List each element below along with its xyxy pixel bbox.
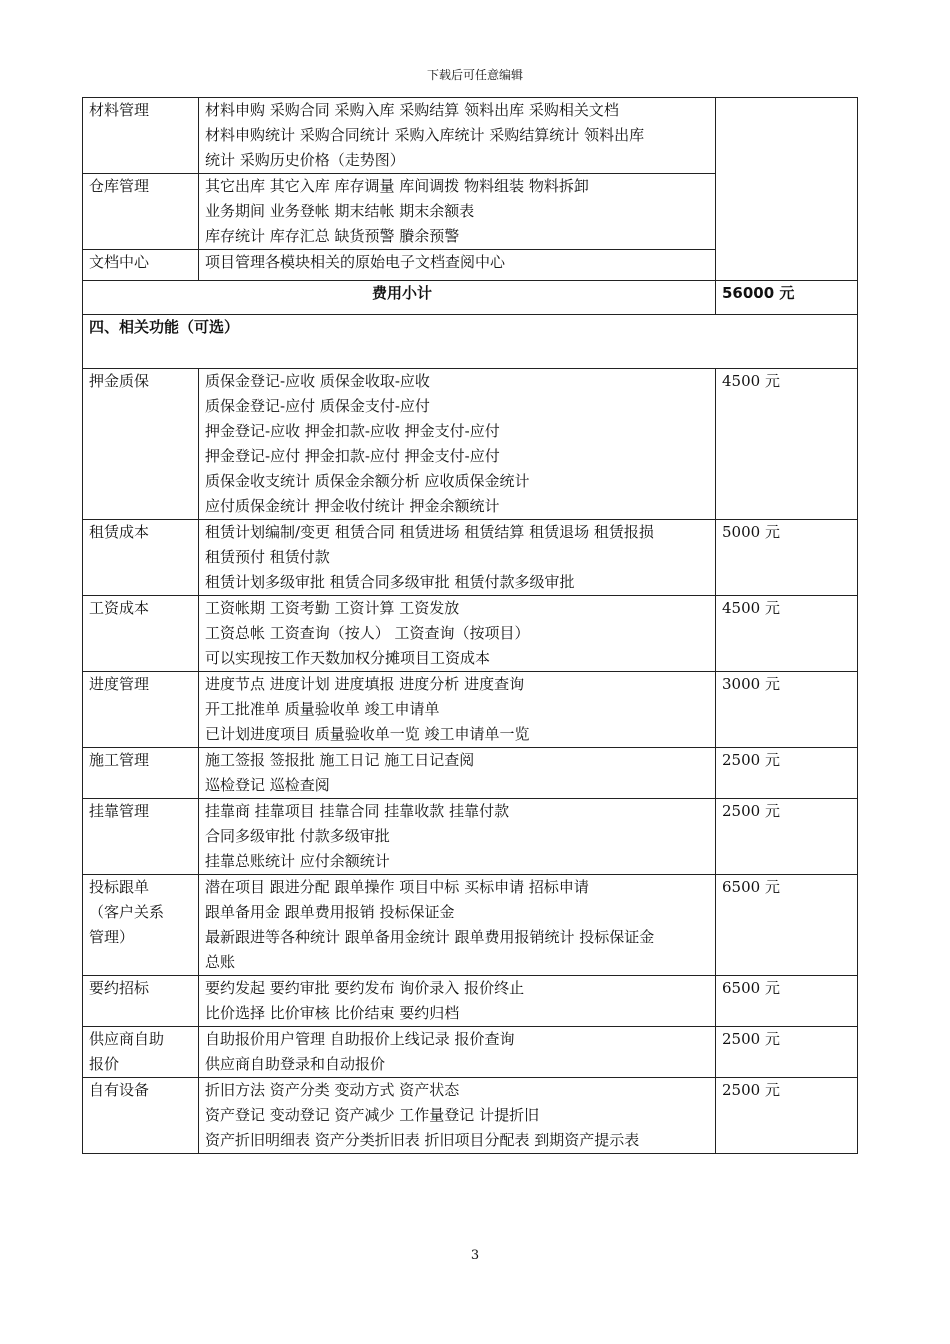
description-line: 质保金登记-应收 质保金收取-应收 (205, 372, 430, 390)
description-line: 跟单备用金 跟单费用报销 投标保证金 (205, 903, 455, 921)
description-line: 租赁计划多级审批 租赁合同多级审批 租赁付款多级审批 (205, 573, 575, 591)
module-description (199, 1078, 716, 1154)
description-line: 押金登记-应付 押金扣款-应付 押金支付-应付 (205, 447, 500, 465)
module-name: 挂靠管理 (83, 799, 199, 875)
description-line: 最新跟进等各种统计 跟单备用金统计 跟单费用报销统计 投标保证金 (205, 928, 655, 946)
description-line: 挂靠商 挂靠项目 挂靠合同 挂靠收款 挂靠付款 (205, 802, 510, 820)
description-line: 巡检登记 巡检查阅 (205, 776, 330, 794)
description-line: 施工签报 签报批 施工日记 施工日记查阅 (205, 751, 475, 769)
table-row (83, 520, 858, 596)
module-name-line: 报价 (89, 1055, 120, 1073)
description-line: 已计划进度项目 质量验收单一览 竣工申请单一览 (205, 725, 530, 743)
module-price: 2500 元 (716, 1027, 858, 1078)
module-name: 租赁成本 (83, 520, 199, 596)
module-price: 2500 元 (716, 799, 858, 875)
module-description (199, 596, 716, 672)
table-row (83, 1078, 858, 1154)
module-name: 文档中心 (83, 250, 199, 281)
module-name (83, 875, 199, 976)
description-line: 资产登记 变动登记 资产减少 工作量登记 计提折旧 (205, 1106, 540, 1124)
module-price: 2500 元 (716, 1078, 858, 1154)
module-name-line: 供应商自助 (89, 1030, 165, 1048)
module-price: 4500 元 (716, 369, 858, 520)
description-line: 统计 采购历史价格（走势图） (205, 151, 405, 169)
description-line: 租赁预付 租赁付款 (205, 548, 330, 566)
page-number: 3 (470, 1248, 480, 1263)
module-name-line: 投标跟单 (89, 878, 150, 896)
module-description (199, 875, 716, 976)
table-row (83, 875, 858, 976)
module-price: 5000 元 (716, 520, 858, 596)
section-row (83, 315, 858, 369)
description-line: 自助报价用户管理 自助报价上线记录 报价查询 (205, 1030, 515, 1048)
description-line: 应付质保金统计 押金收付统计 押金余额统计 (205, 497, 500, 515)
table-row (83, 748, 858, 799)
module-name: 押金质保 (83, 369, 199, 520)
module-name-line: （客户关系 (89, 903, 165, 921)
description-line: 材料申购 采购合同 采购入库 采购结算 领料出库 采购相关文档 (205, 101, 619, 119)
description-line: 质保金收支统计 质保金余额分析 应收质保金统计 (205, 472, 530, 490)
module-price: 4500 元 (716, 596, 858, 672)
table-body (83, 98, 858, 1154)
module-name: 自有设备 (83, 1078, 199, 1154)
module-name: 施工管理 (83, 748, 199, 799)
description-line: 业务期间 业务登帐 期末结帐 期末余额表 (205, 202, 475, 220)
module-description (199, 672, 716, 748)
subtotal-label: 费用小计 (83, 281, 716, 315)
description-line: 其它出库 其它入库 库存调量 库间调拨 物料组装 物料拆卸 (205, 177, 589, 195)
description-line: 折旧方法 资产分类 变动方式 资产状态 (205, 1081, 460, 1099)
module-name: 工资成本 (83, 596, 199, 672)
description-line: 工资总帐 工资查询（按人） 工资查询（按项目） (205, 624, 530, 642)
table-row (83, 596, 858, 672)
description-line: 材料申购统计 采购合同统计 采购入库统计 采购结算统计 领料出库 (205, 126, 645, 144)
table-row (83, 98, 858, 174)
description-line: 租赁计划编制/变更 租赁合同 租赁进场 租赁结算 租赁退场 租赁报损 (205, 523, 654, 541)
module-name: 材料管理 (83, 98, 199, 174)
description-line: 可以实现按工作天数加权分摊项目工资成本 (205, 649, 491, 667)
description-line: 工资帐期 工资考勤 工资计算 工资发放 (205, 599, 460, 617)
module-name (83, 1027, 199, 1078)
description-line: 项目管理各模块相关的原始电子文档查阅中心 (205, 253, 506, 271)
subtotal-row (83, 281, 858, 315)
module-name: 仓库管理 (83, 174, 199, 250)
description-line: 库存统计 库存汇总 缺货预警 賸余预警 (205, 227, 460, 245)
module-description (199, 976, 716, 1027)
section-title: 四、相关功能（可选） (83, 315, 858, 369)
module-price (716, 98, 858, 281)
table-row (83, 672, 858, 748)
module-price: 2500 元 (716, 748, 858, 799)
module-price: 3000 元 (716, 672, 858, 748)
description-line: 总账 (205, 953, 236, 971)
module-name: 进度管理 (83, 672, 199, 748)
feature-price-table (82, 97, 858, 1154)
header-note: 下载后可任意编辑 (426, 68, 523, 82)
module-description (199, 369, 716, 520)
module-description (199, 799, 716, 875)
module-price: 6500 元 (716, 976, 858, 1027)
description-line: 质保金登记-应付 质保金支付-应付 (205, 397, 430, 415)
table-row (83, 976, 858, 1027)
description-line: 开工批准单 质量验收单 竣工申请单 (205, 700, 440, 718)
module-name-line: 管理） (89, 928, 135, 946)
module-description (199, 98, 716, 174)
description-line: 供应商自助登录和自动报价 (205, 1055, 386, 1073)
description-line: 资产折旧明细表 资产分类折旧表 折旧项目分配表 到期资产提示表 (205, 1131, 640, 1149)
description-line: 押金登记-应收 押金扣款-应收 押金支付-应付 (205, 422, 500, 440)
module-description (199, 748, 716, 799)
description-line: 潜在项目 跟进分配 跟单操作 项目中标 买标申请 招标申请 (205, 878, 589, 896)
description-line: 合同多级审批 付款多级审批 (205, 827, 390, 845)
module-name: 要约招标 (83, 976, 199, 1027)
description-line: 进度节点 进度计划 进度填报 进度分析 进度查询 (205, 675, 525, 693)
table-row (83, 1027, 858, 1078)
description-line: 比价选择 比价审核 比价结束 要约归档 (205, 1004, 460, 1022)
description-line: 挂靠总账统计 应付余额统计 (205, 852, 390, 870)
table-row (83, 369, 858, 520)
subtotal-value: 56000 元 (716, 281, 858, 315)
module-price: 6500 元 (716, 875, 858, 976)
module-description (199, 174, 716, 250)
module-description (199, 250, 716, 281)
table-row (83, 799, 858, 875)
module-description (199, 1027, 716, 1078)
module-description (199, 520, 716, 596)
description-line: 要约发起 要约审批 要约发布 询价录入 报价终止 (205, 979, 525, 997)
